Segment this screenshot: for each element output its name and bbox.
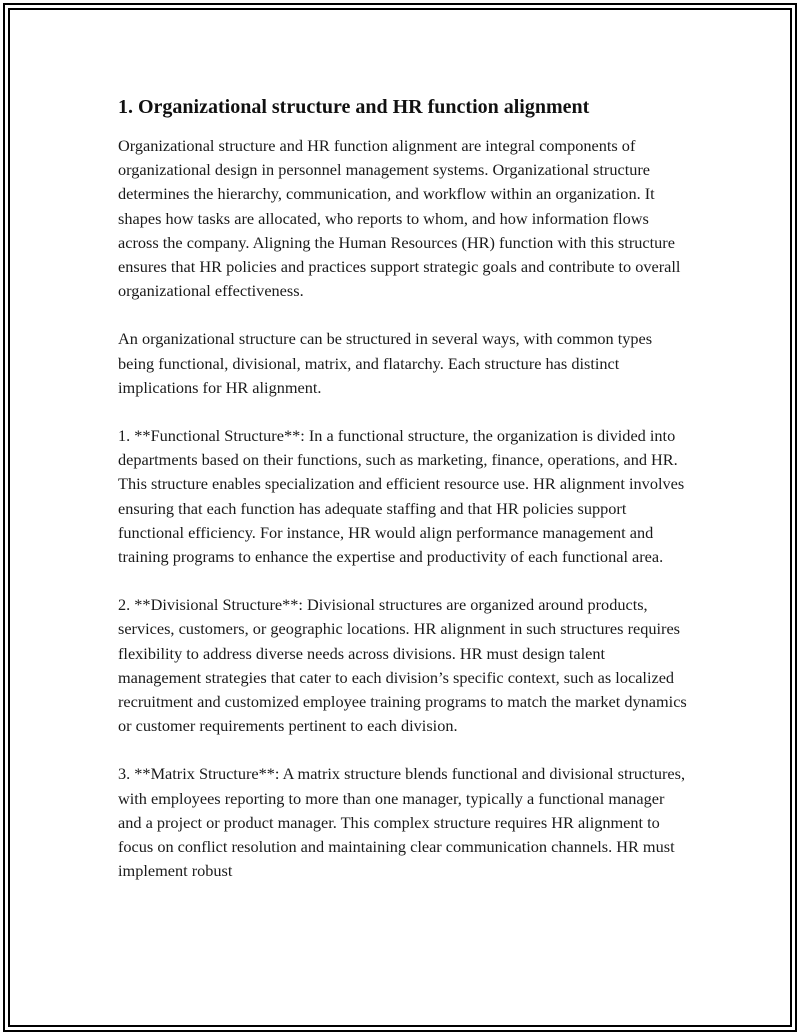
paragraph-structure-types: An organizational structure can be structured in several ways, with common types being functional, divisional, matrix, and flatarchy. Each structure has distinct implications for HR alignment. bbox=[118, 329, 653, 397]
section-heading: 1. Organizational structure and HR function alignment bbox=[118, 96, 590, 118]
paragraph-functional-structure: 1. **Functional Structure**: In a functional structure, the organization is divided into departments based on their functions, such as marketing, finance, operations, and HR. This structure enables specialization and efficient resource use. HR alignment involves ensuring that each function has adequate staffing and that HR policies support functional efficiency. For instance, HR would align performance management and training programs to enhance the expertise and productivity of each functional area. bbox=[118, 426, 685, 567]
document-body bbox=[118, 94, 690, 907]
paragraph-intro: Organizational structure and HR function alignment are integral components of organizational design in personnel management systems. Organizational structure determines the hierarchy, communication, and workflow within an organization. It shapes how tasks are allocated, who reports to whom, and how information flows across the company. Aligning the Human Resources (HR) function with this structure ensures that HR policies and practices support strategic goals and contribute to overall organizational effectiveness. bbox=[118, 136, 681, 301]
paragraph-matrix-structure: 3. **Matrix Structure**: A matrix structure blends functional and divisional structures, with employees reporting to more than one manager, typically a functional manager and a project or product manager. This complex structure requires HR alignment to focus on conflict resolution and maintaining clear communication channels. HR must implement robust bbox=[118, 764, 686, 881]
paragraph-divisional-structure: 2. **Divisional Structure**: Divisional structures are organized around products, services, customers, or geographic locations. HR alignment in such structures requires flexibility to address diverse needs across divisions. HR must design talent management strategies that cater to each division’s specific context, such as localized recruitment and customized employee training programs to match the market dynamics or customer requirements pertinent to each division. bbox=[118, 595, 687, 736]
